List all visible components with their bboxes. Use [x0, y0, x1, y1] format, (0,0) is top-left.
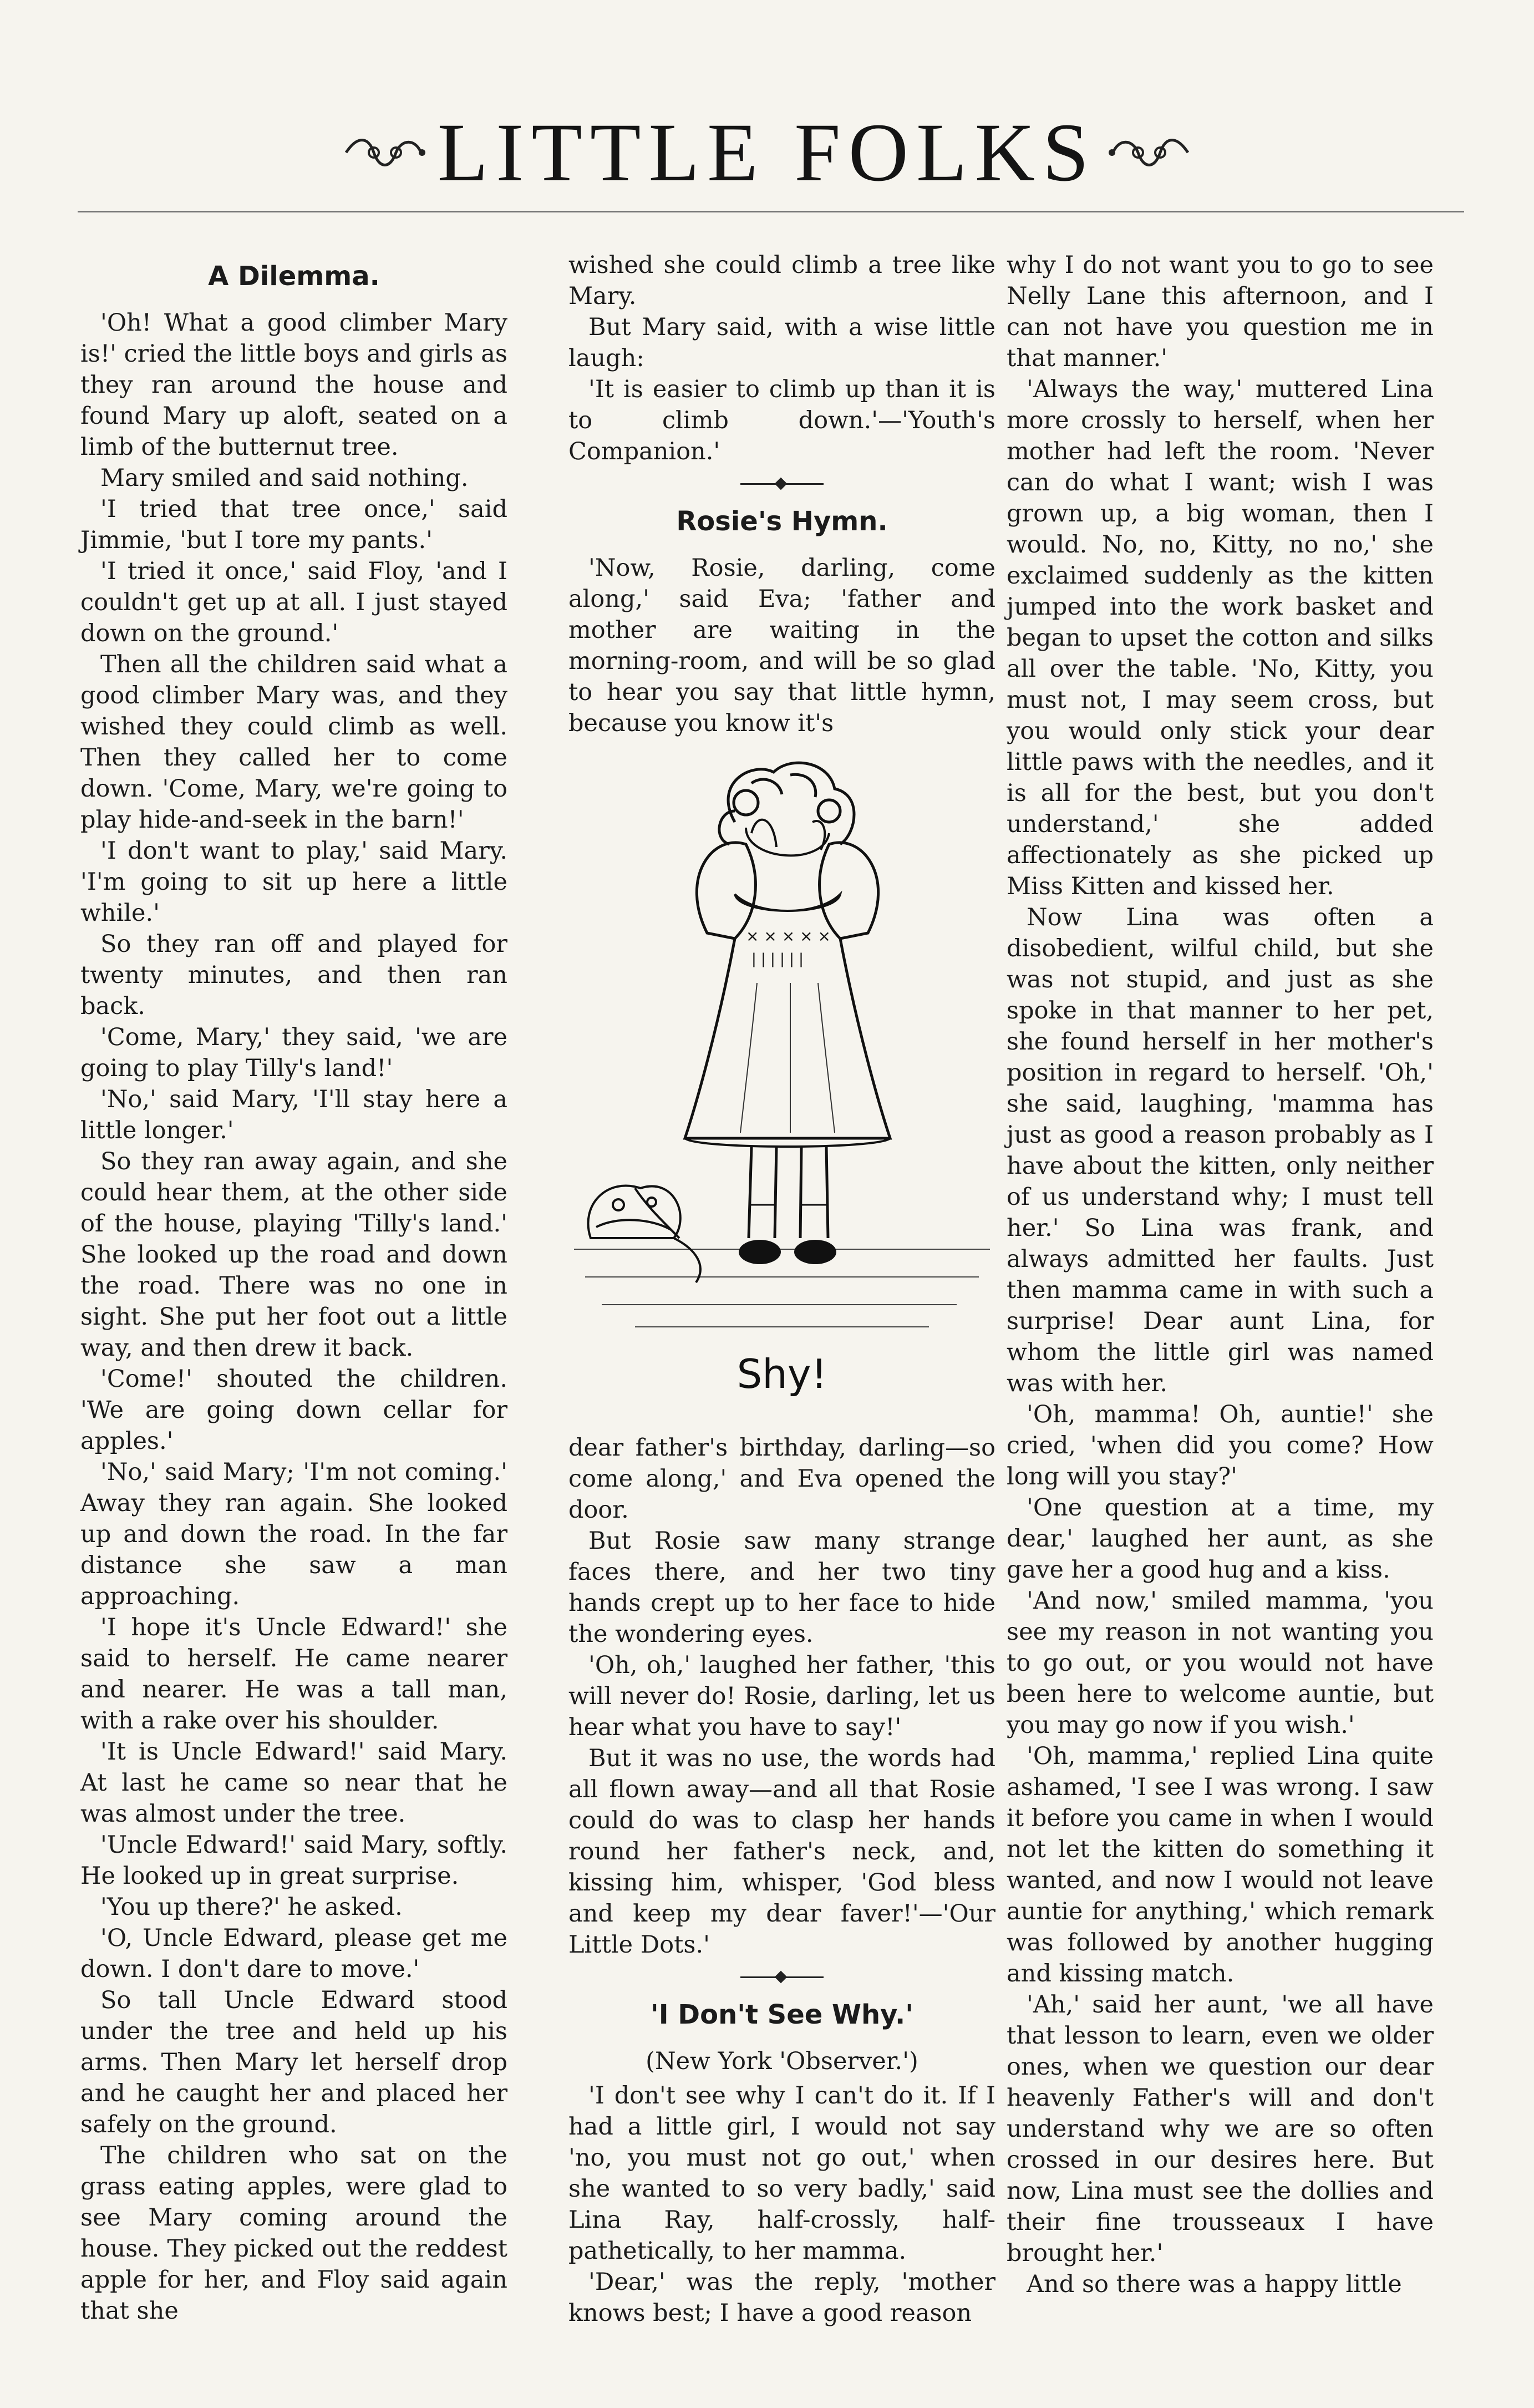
paragraph: Then all the children said what a good climber Mary was, and they wished they could climb as well. Then they called her to come down. 'Come, Mary, we're going to play hide-and-seek in the barn!': [80, 651, 507, 834]
paragraph: 'Oh, mamma! Oh, auntie!' she cried, 'when did you come? How long will you stay?': [1007, 1401, 1434, 1491]
paragraph: dear father's birthday, darling—so come along,' and Eva opened the door.: [568, 1434, 995, 1524]
paragraph: 'Now, Rosie, darling, come along,' said Eva; 'father and mother are waiting in the morning-room, and will be so glad to hear you say that little hymn, because you know it's: [568, 554, 995, 737]
svg-text:× × × × ×: × × × × ×: [746, 927, 831, 945]
paragraph: 'Ah,' said her aunt, 'we all have that lesson to learn, even we older ones, when we question our dear heavenly Father's will and don't understand why we are so often crossed in our desires here. But now, Lina must see the dollies and their fine trousseaux I have brought her.': [1007, 1991, 1434, 2267]
svg-text:| | | | | |: | | | | | |: [751, 951, 804, 967]
paragraph: But Rosie saw many strange faces there, and her two tiny hands crept up to her face to hide the wondering eyes.: [568, 1527, 995, 1648]
column-1: [80, 250, 507, 2326]
shy-girl-illustration: [568, 750, 995, 1416]
paragraph: So they ran away again, and she could hear them, at the other side of the house, playing 'Tilly's land.' She looked up the road and down the road. There was no one in sight. She put her foot out a little way, and then drew it back.: [80, 1148, 507, 1362]
article-title-dilemma: A Dilemma.: [208, 261, 380, 292]
article-source: (New York 'Observer.'): [646, 2047, 918, 2075]
paragraph: 'Come, Mary,' they said, 'we are going to play Tilly's land!': [80, 1023, 507, 1082]
masthead-title: LITTLE FOLKS: [437, 107, 1097, 199]
section-divider: [568, 473, 995, 495]
paragraph: 'Uncle Edward!' said Mary, softly. He looked up in great surprise.: [80, 1831, 507, 1890]
paragraph: 'Oh, oh,' laughed her father, 'this will never do! Rosie, darling, let us hear what you have to say!': [568, 1651, 995, 1741]
paragraph: So tall Uncle Edward stood under the tree and held up his arms. Then Mary let herself drop and he caught her and placed her safely on the ground.: [80, 1986, 507, 2138]
section-divider: [568, 1966, 995, 1988]
paragraph: But Mary said, with a wise little laugh:: [568, 313, 995, 372]
paragraph: 'You up there?' he asked.: [100, 1893, 403, 1921]
paragraph: The children who sat on the grass eating apples, were glad to see Mary coming around the house. They picked out the reddest apple for her, and Floy said again that she: [80, 2142, 507, 2325]
paragraph: 'It is Uncle Edward!' said Mary. At last he came so near that he was almost under the tree.: [80, 1738, 507, 1828]
header-rule: [78, 211, 1464, 212]
paragraph: 'And now,' smiled mamma, 'you see my reason in not wanting you to go out, or you would not have been here to welcome auntie, but you may go now if you wish.': [1007, 1587, 1434, 1739]
paragraph: 'I don't want to play,' said Mary. 'I'm going to sit up here a little while.': [80, 837, 507, 927]
paragraph: 'I hope it's Uncle Edward!' she said to herself. He came nearer and nearer. He was a tall man, with a rake over his shoulder.: [80, 1614, 507, 1735]
paragraph: 'I tried that tree once,' said Jimmie, 'but I tore my pants.': [80, 495, 507, 554]
paragraph: Now Lina was often a disobedient, wilful child, but she was not stupid, and just as she spoke in that manner to her pet, she found herself in her mother's position in regard to herself. 'Oh,' she said, laughing, 'mamma has just as good a reason probably as I have about the kitten, only neither of us understand why; I must tell her.' So Lina was frank, and always admitted her faults. Just then mamma came in with such a surprise! Dear aunt Lina, for whom the little girl was named was with her.: [1007, 904, 1434, 1397]
page-header: [0, 107, 1534, 222]
paragraph: 'Dear,' was the reply, 'mother knows best; I have a good reason: [568, 2268, 995, 2327]
paragraph: 'I don't see why I can't do it. If I had a little girl, I would not say 'no, you must not go out,' when she wanted to so very badly,' said Lina Ray, half-crossly, half-pathetically, to her mamma.: [568, 2082, 995, 2265]
article-title-rosie: Rosie's Hymn.: [676, 506, 888, 537]
paragraph: 'No,' said Mary; 'I'm not coming.' Away they ran again. She looked up and down the road. In the far distance she saw a man approaching.: [80, 1458, 507, 1610]
paragraph: 'No,' said Mary, 'I'll stay here a little longer.': [80, 1086, 507, 1144]
column-2: [568, 250, 995, 2329]
paragraph: wished she could climb a tree like Mary.: [568, 251, 995, 310]
paragraph: 'It is easier to climb up than it is to climb down.'—'Youth's Companion.': [568, 376, 995, 465]
masthead: [343, 107, 1191, 199]
illustration-caption: Shy!: [736, 1351, 827, 1397]
right-flourish-icon: [1108, 130, 1191, 175]
paragraph: So they ran off and played for twenty minutes, and then ran back.: [80, 930, 507, 1020]
paragraph: And so there was a happy little: [1027, 2270, 1402, 2298]
paragraph: 'One question at a time, my dear,' laughed her aunt, as she gave her a good hug and a kiss.: [1007, 1494, 1434, 1584]
article-title-why: 'I Don't See Why.': [651, 1999, 913, 2030]
paragraph: 'O, Uncle Edward, please get me down. I don't dare to move.': [80, 1924, 507, 1983]
paragraph: But it was no use, the words had all flown away—and all that Rosie could do was to clasp her hands round her father's neck, and, kissing him, whisper, 'God bless and keep my dear faver!'—'Our Little Dots.': [568, 1745, 995, 1959]
paragraph: Mary smiled and said nothing.: [100, 464, 469, 492]
paragraph: why I do not want you to go to see Nelly Lane this afternoon, and I can not have you question me in that manner.': [1007, 251, 1434, 372]
paragraph: 'Oh! What a good climber Mary is!' cried the little boys and girls as they ran around the house and found Mary up aloft, seated on a limb of the butternut tree.: [80, 309, 507, 461]
paragraph: 'Oh, mamma,' replied Lina quite ashamed, 'I see I was wrong. I saw it before you came in when I would not let the kitten do something it wanted, and now I would not leave auntie for anything,' which remark was followed by another hugging and kissing match.: [1007, 1742, 1434, 1988]
paragraph: 'I tried it once,' said Floy, 'and I couldn't get up at all. I just stayed down on the ground.': [80, 557, 507, 647]
paragraph: 'Come!' shouted the children. 'We are going down cellar for apples.': [80, 1365, 507, 1455]
column-3: [1007, 250, 1434, 2300]
left-flourish-icon: [343, 130, 426, 175]
paragraph: 'Always the way,' muttered Lina more crossly to herself, when her mother had left the room. 'Never can do what I want; wish I was grown up, a big woman, then I would. No, no, Kitty, no no,' she exclaimed suddenly as the kitten jumped into the work basket and began to upset the cotton and silks all over the table. 'No, Kitty, you must not, I may seem cross, but you would only stick your dear little paws with the needles, and it is all for the best, but you don't understand,' she added affectionately as she picked up Miss Kitten and kissed her.: [1007, 376, 1434, 900]
